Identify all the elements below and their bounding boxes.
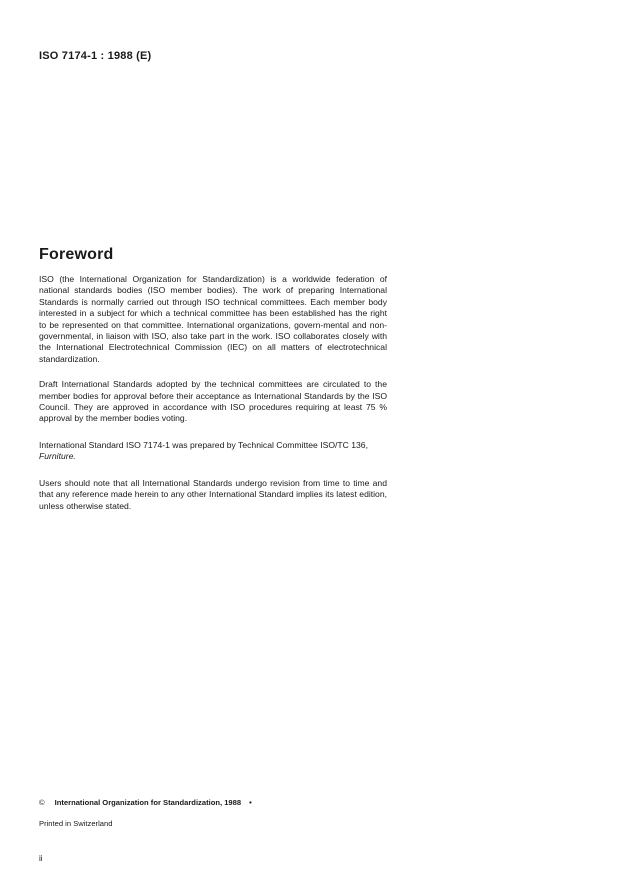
foreword-paragraph-1: ISO (the International Organization for Standardization) is a worldwide federation of national standards bodies (ISO member bodies). The work of preparing International Standards is normally carried out through ISO technical committees. Each member body interested in a subject for which a technical committee has been established has the right to be represented on that committee. International organizations, govern-mental and non-governmental, in liaison with ISO, also take part in the work. ISO collaborates closely with the International Electrotechnical Commission (IEC) on all matters of electrotechnical standardization. bbox=[39, 274, 387, 364]
foreword-body bbox=[39, 274, 387, 526]
copyright-symbol: © bbox=[39, 798, 45, 807]
page-number: ii bbox=[39, 854, 43, 863]
committee-title: Furniture. bbox=[39, 451, 76, 462]
document-identifier: ISO 7174-1 : 1988 (E) bbox=[39, 50, 152, 62]
copyright-notice bbox=[39, 798, 252, 807]
foreword-heading: Foreword bbox=[39, 246, 114, 263]
preparation-statement: International Standard ISO 7174-1 was prepared by Technical Committee ISO/TC 136, bbox=[39, 439, 368, 450]
printed-location: Printed in Switzerland bbox=[39, 819, 113, 828]
foreword-paragraph-3 bbox=[39, 440, 387, 463]
bullet-icon: • bbox=[249, 798, 252, 807]
foreword-paragraph-2: Draft International Standards adopted by the technical committees are circulated to the member bodies for approval before their acceptance as International Standards by the ISO Council. They are approved in accordance with ISO procedures requiring at least 75 % approval by the member bodies voting. bbox=[39, 379, 387, 424]
copyright-text: International Organization for Standardization, 1988 bbox=[54, 798, 242, 807]
foreword-paragraph-4: Users should note that all International Standards undergo revision from time to time and that any reference made herein to any other International Standard implies its latest edition, unless otherwise stated. bbox=[39, 477, 387, 511]
